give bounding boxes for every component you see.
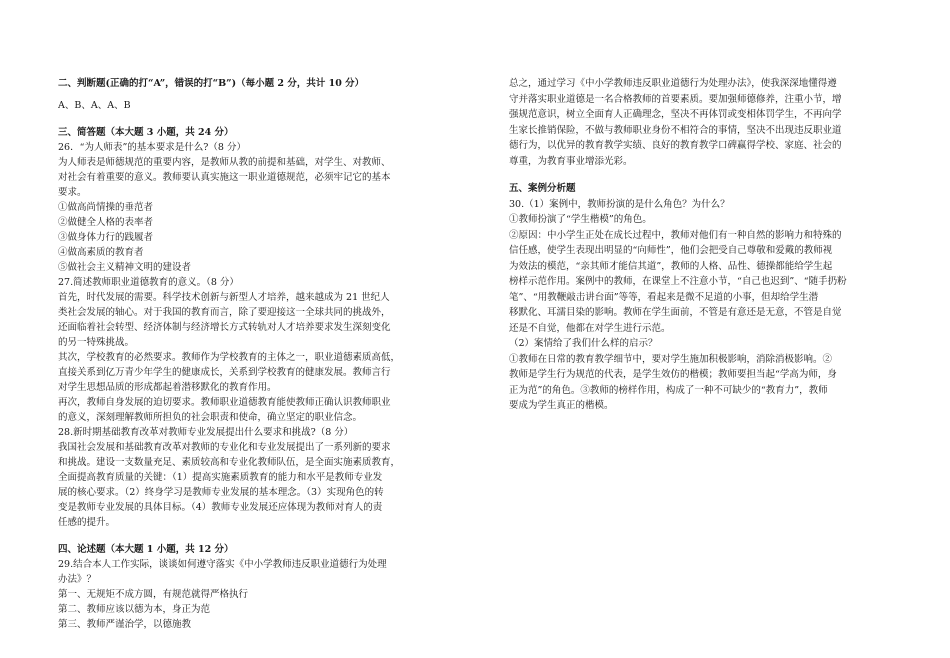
text-line: 正为范”的角色。③教师的榜样作用，构成了一种不可缺少的“教育力”，教师: [509, 384, 828, 396]
text-line: 28.新时期基础教育改革对教师专业发展提出什么要求和挑战?（8 分）: [58, 426, 354, 438]
text-line: 26．“为人师表”的基本要求是什么?（8 分）: [58, 141, 246, 153]
text-line: 展的核心要求。（2）终身学习是教师专业发展的基本理念。（3）实现角色的转: [58, 486, 384, 498]
text-line: 27.简述教师职业道德教育的意义。（8 分）: [58, 276, 239, 288]
section-heading: 四、论述题（本大题 1 小题，共 12 分）: [58, 543, 234, 555]
text-line: ①教师扮演了“学生楷模”的角色。: [509, 214, 652, 225]
text-line: ①教师在日常的教育教学细节中，要对学生施加积极影响，消除消极影响。②: [509, 353, 833, 365]
text-line: A、B、A、A、B: [58, 99, 131, 111]
text-line: 守并落实职业道德是一名合格教师的首要素质。要加强师德修养，注重小节，增: [509, 93, 842, 105]
text-line: 笔”、“用教鞭敲击讲台面”等等，看起来是微不足道的小事，但却给学生潜: [509, 291, 819, 303]
section-heading: 二、判断题(正确的打“A”，错误的打“B”)（每小题 2 分，共计 10 分）: [58, 78, 365, 89]
text-line: ②做健全人格的表率者: [58, 216, 154, 228]
spacer: [58, 113, 482, 125]
text-line: 的另一特殊挑战。: [58, 336, 135, 348]
text-line: 榜样示范作用。案例中的教师，在课堂上不注意小节，“自己也迟到”、“随手扔粉: [509, 276, 847, 287]
text-line: 对学生思想品质的形成都起着潜移默化的教育作用。: [58, 381, 277, 393]
text-line: 29.结合本人工作实际，谈谈如何遵守落实《中小学教师违反职业道德行为处理: [58, 558, 387, 570]
text-line: 任感的提升。: [58, 516, 116, 528]
text-line: 移默化、耳濡目染的影响。教师在学生面前，不管是有意还是无意，不管是自觉: [509, 307, 842, 318]
text-line: ②原因：中小学生正处在成长过程中，教师对他们有一种自然的影响力和特殊的: [509, 229, 842, 241]
text-line: 要成为学生真正的楷模。: [509, 400, 614, 411]
text-line: 30.（1）案例中，教师扮演的是什么角色？为什么？: [509, 198, 730, 210]
text-line: 再次，教师自身发展的迫切要求。教师职业道德教育能使教师正确认识教师职业: [58, 396, 391, 408]
text-line: 首先，时代发展的需要。科学技术创新与新型人才培养，越来越成为 21 世纪人: [58, 291, 390, 303]
text-line: 第三、教师严谨治学，以德施教: [58, 618, 192, 630]
text-line: 对社会有着重要的意义。教师要认真实施这一职业道德规范，必须牢记它的基本: [58, 171, 391, 183]
right-column: [509, 76, 887, 414]
text-line: 尊重，为教育事业增添光彩。: [509, 155, 633, 167]
text-line: 全面提高教育质量的关键：（1）提高实施素质教育的能力和水平是教师专业发: [58, 471, 383, 483]
text-line: 生家长推销保险，不做与教师职业身份不相符合的事情，坚决不出现违反职业道: [509, 124, 842, 136]
text-line: 为效法的模范，“亲其师才能信其道”，教师的人格、品性、德操都能给学生起: [509, 260, 833, 272]
text-line: ④做高素质的教育者: [58, 246, 144, 258]
text-line: 直接关系到亿万青少年学生的健康成长，关系到学校教育的健康发展。教师言行: [58, 366, 391, 378]
text-line: ⑤做社会主义精神文明的建设者: [58, 261, 192, 273]
text-line: 强规范意识，树立全面育人正确理念，坚决不再体罚或变相体罚学生，不再向学: [509, 109, 842, 120]
text-line: 要求。: [58, 186, 87, 198]
text-line: 变是教师专业发展的具体目标。（4）教师专业发展还应体现为教师对育人的责: [58, 501, 383, 513]
text-line: 总之，通过学习《中小学教师违反职业道德行为处理办法》，使我深深地懂得遵: [509, 78, 837, 89]
text-line: 和挑战。建设一支数量充足、素质较高和专业化教师队伍，是全面实施素质教育，: [58, 456, 401, 468]
text-line: 第二、教师应该以德为本，身正为范: [58, 603, 211, 615]
spacer: [509, 169, 887, 181]
text-line: 其次，学校教育的必然要求。教师作为学校教育的主体之一，职业道德素质高低，: [58, 351, 401, 363]
text-line: 第一、无规矩不成方圆，有规范就得严格执行: [58, 588, 249, 600]
left-column: [58, 76, 482, 632]
text-line: 教师是学生行为规范的代表，是学生效仿的楷模；教师要担当起“学高为师，身: [509, 369, 837, 380]
text-line: 为人师表是师德规范的重要内容，是教师从教的前提和基础，对学生、对教师、: [58, 156, 391, 168]
text-line: 德行为，以优异的教育教学实绩、良好的教育教学口碑赢得学校、家庭、社会的: [509, 140, 842, 151]
text-line: （2）案情给了我们什么样的启示？: [509, 338, 658, 349]
section-heading: 三、简答题（本大题 3 小题，共 24 分）: [58, 126, 234, 138]
text-line: 我国社会发展和基础教育改革对教师的专业化和专业发展提出了一系列新的要求: [58, 441, 391, 453]
text-line: 的意义，深刻理解教师所担负的社会职责和使命，确立坚定的职业信念。: [58, 411, 363, 423]
text-line: 信任感，使学生表现出明显的“向师性”，他们会把受自己尊敬和爱戴的教师视: [509, 245, 833, 256]
text-line: 办法》？: [58, 573, 97, 585]
text-line: 类社会发展的轴心。对于我国的教育而言，除了要迎接这一全球共同的挑战外，: [58, 306, 391, 318]
spacer: [58, 530, 482, 542]
text-line: 还面临着社会转型、经济体制与经济增长方式转轨对人才培养要求发生深刻变化: [58, 321, 391, 333]
text-line: ③做身体力行的践履者: [58, 231, 154, 243]
text-line: 还是不自觉，他都在对学生进行示范。: [509, 322, 671, 334]
section-heading: 五、案例分析题: [509, 183, 576, 194]
text-line: ①做高尚情操的垂范者: [58, 201, 154, 213]
